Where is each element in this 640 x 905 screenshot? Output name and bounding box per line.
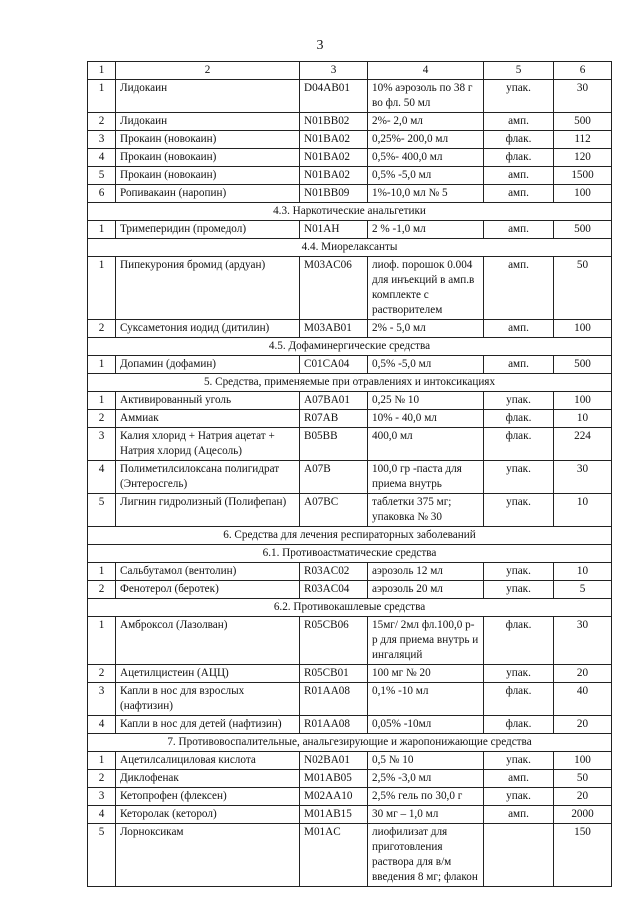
row-number: 3 bbox=[88, 428, 116, 461]
package-unit bbox=[484, 824, 554, 887]
quantity: 40 bbox=[554, 683, 612, 716]
atc-code: N01BA02 bbox=[300, 131, 368, 149]
table-row bbox=[88, 581, 612, 599]
package-unit: флак. bbox=[484, 428, 554, 461]
section-row bbox=[88, 239, 612, 257]
quantity: 20 bbox=[554, 665, 612, 683]
drug-name: Ацетилсалициловая кислота bbox=[116, 752, 300, 770]
drug-name: Ацетилцистеин (АЦЦ) bbox=[116, 665, 300, 683]
package-unit: упак. bbox=[484, 665, 554, 683]
quantity: 50 bbox=[554, 257, 612, 320]
quantity: 10 bbox=[554, 494, 612, 527]
atc-code: M01AB05 bbox=[300, 770, 368, 788]
dosage-form: 0,5% -5,0 мл bbox=[368, 356, 484, 374]
row-number: 4 bbox=[88, 806, 116, 824]
row-number: 6 bbox=[88, 185, 116, 203]
atc-code: R03AC02 bbox=[300, 563, 368, 581]
table-row bbox=[88, 131, 612, 149]
atc-code: M03AB01 bbox=[300, 320, 368, 338]
drug-name: Сальбутамол (вентолин) bbox=[116, 563, 300, 581]
drug-name: Допамин (дофамин) bbox=[116, 356, 300, 374]
dosage-form: таблетки 375 мг; упаковка № 30 bbox=[368, 494, 484, 527]
section-title: 6.2. Противокашлевые средства bbox=[88, 599, 612, 617]
drug-name: Полиметилсилоксана полигидрат (Энтеросгель) bbox=[116, 461, 300, 494]
drug-name: Капли в нос для детей (нафтизин) bbox=[116, 716, 300, 734]
atc-code: R05CB01 bbox=[300, 665, 368, 683]
section-row bbox=[88, 374, 612, 392]
atc-code: M01AB15 bbox=[300, 806, 368, 824]
quantity: 120 bbox=[554, 149, 612, 167]
drug-name: Лигнин гидролизный (Полифепан) bbox=[116, 494, 300, 527]
dosage-form: аэрозоль 12 мл bbox=[368, 563, 484, 581]
dosage-form: 0,5%- 400,0 мл bbox=[368, 149, 484, 167]
package-unit: амп. bbox=[484, 770, 554, 788]
package-unit: амп. bbox=[484, 320, 554, 338]
drug-name: Пипекурония бромид (ардуан) bbox=[116, 257, 300, 320]
drug-name: Ропивакаин (наропин) bbox=[116, 185, 300, 203]
package-unit: упак. bbox=[484, 494, 554, 527]
atc-code: R03AC04 bbox=[300, 581, 368, 599]
package-unit: флак. bbox=[484, 683, 554, 716]
drug-name: Капли в нос для взрослых (нафтизин) bbox=[116, 683, 300, 716]
dosage-form: 400,0 мл bbox=[368, 428, 484, 461]
dosage-form: 10% - 40,0 мл bbox=[368, 410, 484, 428]
quantity: 30 bbox=[554, 80, 612, 113]
drug-name: Активированный уголь bbox=[116, 392, 300, 410]
quantity: 1500 bbox=[554, 167, 612, 185]
quantity: 10 bbox=[554, 563, 612, 581]
quantity: 100 bbox=[554, 320, 612, 338]
row-number: 5 bbox=[88, 824, 116, 887]
header-cell: 2 bbox=[116, 62, 300, 80]
quantity: 30 bbox=[554, 461, 612, 494]
table-row bbox=[88, 461, 612, 494]
row-number: 5 bbox=[88, 167, 116, 185]
table-row bbox=[88, 806, 612, 824]
dosage-form: аэрозоль 20 мл bbox=[368, 581, 484, 599]
table-row bbox=[88, 617, 612, 665]
dosage-form: 15мг/ 2мл фл.100,0 р-р для приема внутрь и ингаляций bbox=[368, 617, 484, 665]
section-title: 7. Противовоспалительные, анальгезирующие и жаропонижающие средства bbox=[88, 734, 612, 752]
atc-code: A07BC bbox=[300, 494, 368, 527]
section-title: 5. Средства, применяемые при отравлениях и интоксикациях bbox=[88, 374, 612, 392]
drug-name: Фенотерол (беротек) bbox=[116, 581, 300, 599]
header-cell: 5 bbox=[484, 62, 554, 80]
drug-name: Прокаин (новокаин) bbox=[116, 131, 300, 149]
drug-name: Амброксол (Лазолван) bbox=[116, 617, 300, 665]
package-unit: упак. bbox=[484, 581, 554, 599]
row-number: 1 bbox=[88, 617, 116, 665]
table-row bbox=[88, 392, 612, 410]
row-number: 4 bbox=[88, 149, 116, 167]
row-number: 5 bbox=[88, 494, 116, 527]
row-number: 2 bbox=[88, 581, 116, 599]
package-unit: амп. bbox=[484, 113, 554, 131]
section-title: 6. Средства для лечения респираторных заболеваний bbox=[88, 527, 612, 545]
atc-code: N01BA02 bbox=[300, 167, 368, 185]
section-row bbox=[88, 338, 612, 356]
row-number: 3 bbox=[88, 683, 116, 716]
drug-name: Лидокаин bbox=[116, 80, 300, 113]
dosage-form: 2,5% гель по 30,0 г bbox=[368, 788, 484, 806]
quantity: 100 bbox=[554, 392, 612, 410]
dosage-form: 2%- 2,0 мл bbox=[368, 113, 484, 131]
atc-code: R01AA08 bbox=[300, 716, 368, 734]
atc-code: M03AC06 bbox=[300, 257, 368, 320]
atc-code: N01AH bbox=[300, 221, 368, 239]
atc-code: M02AA10 bbox=[300, 788, 368, 806]
header-cell: 1 bbox=[88, 62, 116, 80]
atc-code: C01CA04 bbox=[300, 356, 368, 374]
row-number: 1 bbox=[88, 257, 116, 320]
dosage-form: 0,25%- 200,0 мл bbox=[368, 131, 484, 149]
dosage-form: 2% - 5,0 мл bbox=[368, 320, 484, 338]
drug-name: Лидокаин bbox=[116, 113, 300, 131]
dosage-form: 0,1% -10 мл bbox=[368, 683, 484, 716]
row-number: 3 bbox=[88, 131, 116, 149]
package-unit: амп. bbox=[484, 806, 554, 824]
table-row bbox=[88, 356, 612, 374]
dosage-form: лиофилизат для приготовления раствора для в/м введения 8 мг; флакон bbox=[368, 824, 484, 887]
section-row bbox=[88, 599, 612, 617]
package-unit: флак. bbox=[484, 131, 554, 149]
atc-code: R05CB06 bbox=[300, 617, 368, 665]
package-unit: упак. bbox=[484, 80, 554, 113]
table-row bbox=[88, 563, 612, 581]
row-number: 1 bbox=[88, 563, 116, 581]
quantity: 500 bbox=[554, 113, 612, 131]
atc-code: D04AB01 bbox=[300, 80, 368, 113]
package-unit: флак. bbox=[484, 149, 554, 167]
package-unit: упак. bbox=[484, 461, 554, 494]
quantity: 100 bbox=[554, 185, 612, 203]
drug-name: Лорноксикам bbox=[116, 824, 300, 887]
quantity: 50 bbox=[554, 770, 612, 788]
dosage-form: 10% аэрозоль по 38 г во фл. 50 мл bbox=[368, 80, 484, 113]
row-number: 2 bbox=[88, 113, 116, 131]
row-number: 1 bbox=[88, 392, 116, 410]
table-row bbox=[88, 752, 612, 770]
table-row bbox=[88, 167, 612, 185]
drug-name: Тримеперидин (промедол) bbox=[116, 221, 300, 239]
quantity: 500 bbox=[554, 221, 612, 239]
dosage-form: лиоф. порошок 0.004 для инъекций в амп.в комплекте с растворителем bbox=[368, 257, 484, 320]
table-row bbox=[88, 113, 612, 131]
drug-name: Кеторолак (кеторол) bbox=[116, 806, 300, 824]
header-cell: 6 bbox=[554, 62, 612, 80]
section-title: 6.1. Противоастматические средства bbox=[88, 545, 612, 563]
table-row bbox=[88, 320, 612, 338]
quantity: 20 bbox=[554, 716, 612, 734]
package-unit: флак. bbox=[484, 716, 554, 734]
atc-code: N01BB09 bbox=[300, 185, 368, 203]
quantity: 2000 bbox=[554, 806, 612, 824]
package-unit: амп. bbox=[484, 257, 554, 320]
quantity: 10 bbox=[554, 410, 612, 428]
dosage-form: 30 мг – 1,0 мл bbox=[368, 806, 484, 824]
package-unit: амп. bbox=[484, 221, 554, 239]
package-unit: упак. bbox=[484, 563, 554, 581]
package-unit: упак. bbox=[484, 392, 554, 410]
row-number: 2 bbox=[88, 410, 116, 428]
atc-code: N02BA01 bbox=[300, 752, 368, 770]
drug-table bbox=[87, 61, 612, 887]
row-number: 3 bbox=[88, 788, 116, 806]
package-unit: амп. bbox=[484, 185, 554, 203]
drug-name: Прокаин (новокаин) bbox=[116, 167, 300, 185]
table-row bbox=[88, 824, 612, 887]
atc-code: A07B bbox=[300, 461, 368, 494]
quantity: 20 bbox=[554, 788, 612, 806]
quantity: 150 bbox=[554, 824, 612, 887]
row-number: 1 bbox=[88, 221, 116, 239]
row-number: 4 bbox=[88, 461, 116, 494]
atc-code: A07BA01 bbox=[300, 392, 368, 410]
section-row bbox=[88, 203, 612, 221]
dosage-form: 0,5 № 10 bbox=[368, 752, 484, 770]
drug-name: Кетопрофен (флексен) bbox=[116, 788, 300, 806]
section-row bbox=[88, 734, 612, 752]
table-row bbox=[88, 665, 612, 683]
table-row bbox=[88, 428, 612, 461]
dosage-form: 100 мг № 20 bbox=[368, 665, 484, 683]
dosage-form: 2 % -1,0 мл bbox=[368, 221, 484, 239]
table-row bbox=[88, 185, 612, 203]
table-row bbox=[88, 788, 612, 806]
row-number: 1 bbox=[88, 80, 116, 113]
quantity: 500 bbox=[554, 356, 612, 374]
dosage-form: 2,5% -3,0 мл bbox=[368, 770, 484, 788]
quantity: 100 bbox=[554, 752, 612, 770]
page-number: 3 bbox=[316, 38, 324, 53]
section-title: 4.5. Дофаминергические средства bbox=[88, 338, 612, 356]
table-row bbox=[88, 149, 612, 167]
atc-code: N01BA02 bbox=[300, 149, 368, 167]
table-row bbox=[88, 410, 612, 428]
row-number: 2 bbox=[88, 770, 116, 788]
table-row bbox=[88, 494, 612, 527]
section-title: 4.4. Миорелаксанты bbox=[88, 239, 612, 257]
atc-code: B05BB bbox=[300, 428, 368, 461]
dosage-form: 0,05% -10мл bbox=[368, 716, 484, 734]
dosage-form: 100,0 гр -паста для приема внутрь bbox=[368, 461, 484, 494]
quantity: 224 bbox=[554, 428, 612, 461]
quantity: 30 bbox=[554, 617, 612, 665]
header-cell: 3 bbox=[300, 62, 368, 80]
header-cell: 4 bbox=[368, 62, 484, 80]
dosage-form: 0,5% -5,0 мл bbox=[368, 167, 484, 185]
package-unit: упак. bbox=[484, 752, 554, 770]
package-unit: упак. bbox=[484, 788, 554, 806]
package-unit: амп. bbox=[484, 167, 554, 185]
drug-name: Калия хлорид + Натрия ацетат + Натрия хлорид (Ацесоль) bbox=[116, 428, 300, 461]
quantity: 5 bbox=[554, 581, 612, 599]
dosage-form: 0,25 № 10 bbox=[368, 392, 484, 410]
dosage-form: 1%-10,0 мл № 5 bbox=[368, 185, 484, 203]
row-number: 1 bbox=[88, 356, 116, 374]
section-title: 4.3. Наркотические анальгетики bbox=[88, 203, 612, 221]
drug-name: Аммиак bbox=[116, 410, 300, 428]
table-row bbox=[88, 683, 612, 716]
table-row bbox=[88, 716, 612, 734]
table-row bbox=[88, 257, 612, 320]
quantity: 112 bbox=[554, 131, 612, 149]
table-row bbox=[88, 80, 612, 113]
drug-name: Диклофенак bbox=[116, 770, 300, 788]
section-row bbox=[88, 527, 612, 545]
atc-code: R01AA08 bbox=[300, 683, 368, 716]
row-number: 1 bbox=[88, 752, 116, 770]
table-header-row bbox=[88, 62, 612, 80]
package-unit: флак. bbox=[484, 617, 554, 665]
drug-name: Суксаметония иодид (дитилин) bbox=[116, 320, 300, 338]
atc-code: R07AB bbox=[300, 410, 368, 428]
drug-name: Прокаин (новокаин) bbox=[116, 149, 300, 167]
atc-code: N01BB02 bbox=[300, 113, 368, 131]
package-unit: амп. bbox=[484, 356, 554, 374]
row-number: 2 bbox=[88, 320, 116, 338]
row-number: 4 bbox=[88, 716, 116, 734]
table-row bbox=[88, 221, 612, 239]
row-number: 2 bbox=[88, 665, 116, 683]
section-row bbox=[88, 545, 612, 563]
table-row bbox=[88, 770, 612, 788]
package-unit: флак. bbox=[484, 410, 554, 428]
atc-code: M01AC bbox=[300, 824, 368, 887]
